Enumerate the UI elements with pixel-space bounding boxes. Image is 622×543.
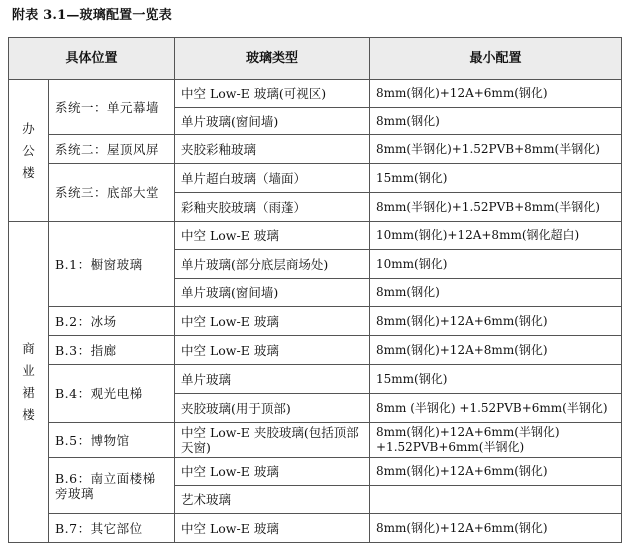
type-cell: 单片玻璃 (175, 365, 370, 394)
position-cell: B.5：博物馆 (49, 423, 175, 458)
position-cell: 系统一：单元幕墙 (49, 80, 175, 135)
type-cell: 中空 Low-E 玻璃 (175, 222, 370, 250)
config-cell: 8mm(钢化)+12A+6mm(钢化) (370, 514, 622, 543)
category-commercial: 商业裙楼 (9, 222, 49, 543)
table-row (9, 164, 622, 193)
table-row (9, 222, 622, 250)
config-cell: 10mm(钢化) (370, 250, 622, 279)
type-cell: 单片玻璃(窗间墙) (175, 108, 370, 135)
type-cell: 中空 Low-E 玻璃 (175, 336, 370, 365)
position-cell: B.6：南立面楼梯旁玻璃 (49, 458, 175, 514)
config-cell: 10mm(钢化)+12A+8mm(钢化超白) (370, 222, 622, 250)
table-row (9, 336, 622, 365)
type-cell: 中空 Low-E 玻璃(可视区) (175, 80, 370, 108)
position-cell: B.3：指廊 (49, 336, 175, 365)
config-cell: 8mm(钢化)+12A+6mm(钢化) (370, 80, 622, 108)
type-cell: 彩釉夹胶玻璃（雨蓬） (175, 193, 370, 222)
table-row (9, 307, 622, 336)
config-cell: 8mm (半钢化) +1.52PVB+6mm(半钢化) (370, 394, 622, 423)
type-cell: 单片超白玻璃（墙面） (175, 164, 370, 193)
type-cell: 中空 Low-E 玻璃 (175, 514, 370, 543)
type-cell: 中空 Low-E 夹胶玻璃(包括顶部天窗) (175, 423, 370, 458)
table-row (9, 365, 622, 394)
table-row (9, 514, 622, 543)
type-cell: 艺术玻璃 (175, 486, 370, 514)
type-cell: 夹胶玻璃(用于顶部) (175, 394, 370, 423)
config-cell: 15mm(钢化) (370, 164, 622, 193)
type-cell: 夹胶彩釉玻璃 (175, 135, 370, 164)
table-row (9, 80, 622, 108)
config-cell: 8mm(半钢化)+1.52PVB+8mm(半钢化) (370, 193, 622, 222)
type-cell: 单片玻璃(部分底层商场处) (175, 250, 370, 279)
table-row (9, 458, 622, 486)
config-cell: 8mm(钢化) (370, 108, 622, 135)
position-cell: 系统三：底部大堂 (49, 164, 175, 222)
table-title: 附表 3.1—玻璃配置一览表 (12, 8, 172, 23)
config-line: +1.52PVB+6mm(半钢化) (376, 440, 525, 454)
header-config: 最小配置 (370, 38, 622, 80)
config-cell: 8mm(钢化)+12A+8mm(钢化) (370, 336, 622, 365)
type-cell: 中空 Low-E 玻璃 (175, 458, 370, 486)
header-position: 具体位置 (9, 38, 175, 80)
header-row (9, 38, 622, 80)
position-cell: B.7：其它部位 (49, 514, 175, 543)
config-cell (370, 486, 622, 514)
position-cell: 系统二：屋顶风屏 (49, 135, 175, 164)
position-cell: B.4：观光电梯 (49, 365, 175, 423)
config-cell: 8mm(半钢化)+1.52PVB+8mm(半钢化) (370, 135, 622, 164)
position-cell: B.1：橱窗玻璃 (49, 222, 175, 307)
position-cell: B.2：冰场 (49, 307, 175, 336)
config-cell: 8mm(钢化)+12A+6mm(钢化) (370, 307, 622, 336)
type-cell: 单片玻璃(窗间墙) (175, 279, 370, 307)
header-type: 玻璃类型 (175, 38, 370, 80)
config-cell: 15mm(钢化) (370, 365, 622, 394)
glass-config-table (8, 37, 622, 543)
config-cell: 8mm(钢化)+12A+6mm(钢化) (370, 458, 622, 486)
type-cell: 中空 Low-E 玻璃 (175, 307, 370, 336)
config-line: 8mm(钢化)+12A+6mm(半钢化) (376, 425, 560, 439)
config-cell: 8mm(钢化) (370, 279, 622, 307)
table-row (9, 423, 622, 458)
config-cell (370, 423, 622, 458)
table-row (9, 135, 622, 164)
category-office: 办公楼 (9, 80, 49, 222)
